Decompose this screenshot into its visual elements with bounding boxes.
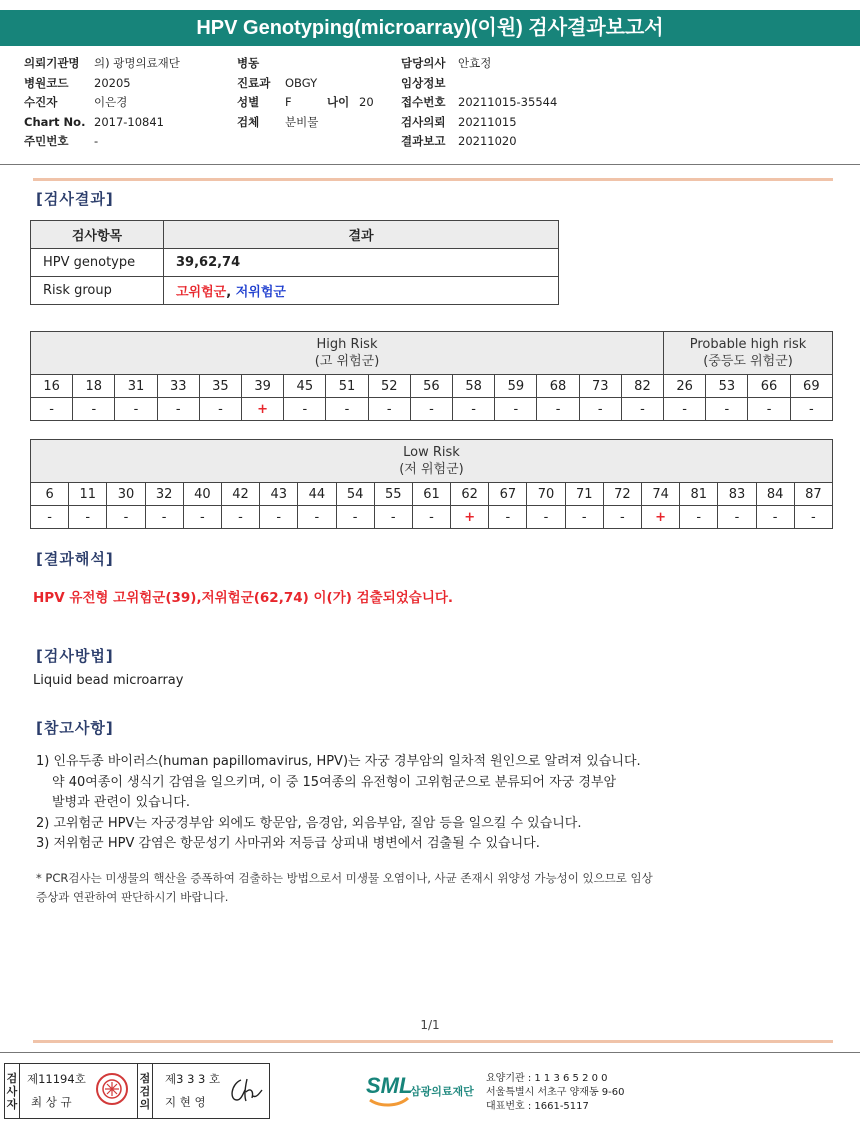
genotype-cell: 82: [621, 375, 663, 398]
info-value: 20205: [94, 75, 131, 90]
info-label: 진료과: [237, 75, 271, 90]
genotype-cell: 6: [31, 483, 69, 506]
genotype-result-cell: -: [31, 506, 69, 529]
genotype-cell: 67: [489, 483, 527, 506]
genotype-result-cell: -: [527, 506, 565, 529]
examiner-license: 제11194호: [27, 1072, 86, 1086]
genotype-cell: 87: [794, 483, 832, 506]
high-risk-title: High Risk: [316, 337, 378, 352]
patient-info-mid: [237, 54, 374, 132]
genotype-result-cell: -: [412, 506, 450, 529]
genotype-cell: 31: [115, 375, 157, 398]
genotype-cell: 68: [537, 375, 579, 398]
genotype-cell: 71: [565, 483, 603, 506]
footnote: [36, 869, 653, 907]
info-label: 성별: [237, 95, 260, 109]
genotype-result-cell: -: [221, 506, 259, 529]
genotype-result-cell: -: [680, 506, 718, 529]
low-risk-subtitle: (저 위험군): [399, 462, 464, 477]
genotype-cell: 32: [145, 483, 183, 506]
section-title-method: [검사방법]: [36, 647, 114, 665]
genotype-cell: 61: [412, 483, 450, 506]
info-value: 20211020: [458, 134, 517, 148]
genotype-cell: 11: [69, 483, 107, 506]
genotype-result-cell: -: [756, 506, 794, 529]
high-risk-group-header: [31, 332, 664, 375]
info-label: 나이: [327, 95, 350, 109]
risk-low: 저위험군: [235, 285, 286, 300]
info-value: 20211015: [458, 114, 517, 129]
genotype-result-cell: -: [718, 506, 756, 529]
high-risk-grid: [30, 331, 833, 421]
page-number: 1/1: [420, 1018, 440, 1032]
genotype-cell: 81: [680, 483, 718, 506]
examiner-name: 최 상 규: [31, 1095, 72, 1109]
genotype-result-cell: -: [495, 398, 537, 421]
info-value: 2017-10841: [94, 114, 164, 129]
info-value: 이은경: [94, 95, 128, 109]
lab-address: 서울특별시 서초구 양재동 9-60: [486, 1087, 625, 1098]
examiner-label: [5, 1064, 20, 1118]
genotype-cell: 16: [31, 375, 73, 398]
seal-stamp-icon: [95, 1072, 129, 1106]
genotype-cell: 26: [664, 375, 706, 398]
info-label: 병원코드: [24, 75, 69, 90]
footer-divider: [0, 1052, 860, 1053]
genotype-result-cell: -: [107, 506, 145, 529]
genotype-result-cell: -: [621, 398, 663, 421]
genotype-cell: 62: [451, 483, 489, 506]
genotype-result-cell: -: [579, 398, 621, 421]
genotype-result-cell: -: [537, 398, 579, 421]
genotype-result-cell: -: [489, 506, 527, 529]
genotype-cell: 51: [326, 375, 368, 398]
info-value: F: [285, 95, 292, 109]
checker-name: 지 현 영: [165, 1095, 206, 1109]
genotype-result-cell: -: [748, 398, 790, 421]
lab-phone: 대표번호 : 1661-5117: [486, 1101, 589, 1112]
genotype-cell: 44: [298, 483, 336, 506]
info-label: 주민번호: [24, 134, 69, 148]
genotype-result-cell: -: [260, 506, 298, 529]
info-label: 임상정보: [401, 75, 446, 90]
genotype-result-cell: -: [336, 506, 374, 529]
genotype-result-cell: -: [199, 398, 241, 421]
reference-list: [36, 752, 641, 855]
genotype-cell: 39: [242, 375, 284, 398]
genotype-result-cell: -: [374, 506, 412, 529]
header-divider: [0, 164, 860, 165]
genotype-label: HPV genotype: [31, 249, 164, 277]
genotype-result-cell: -: [410, 398, 452, 421]
sml-logo-text: SML: [366, 1073, 413, 1098]
genotype-cell: 84: [756, 483, 794, 506]
genotype-result-cell: -: [115, 398, 157, 421]
genotype-result-cell: -: [145, 506, 183, 529]
genotype-result-cell: -: [31, 398, 73, 421]
accent-divider: [33, 178, 833, 181]
genotype-cell: 73: [579, 375, 621, 398]
genotype-cell: 55: [374, 483, 412, 506]
footnote-line: 증상과 연관하여 판단하시기 바랍니다.: [36, 890, 229, 904]
probable-risk-title: Probable high risk: [689, 337, 807, 352]
genotype-result-cell: -: [368, 398, 410, 421]
genotype-result-cell: -: [183, 506, 221, 529]
section-title-reference: [참고사항]: [36, 719, 114, 737]
genotype-cell: 43: [260, 483, 298, 506]
genotype-cell: 72: [603, 483, 641, 506]
info-value: 20: [359, 95, 374, 109]
footer-accent-divider: [33, 1040, 833, 1043]
info-label: Chart No.: [24, 114, 86, 129]
genotype-result-cell: -: [565, 506, 603, 529]
reference-item: 약 40여종이 생식기 감염을 일으키며, 이 중 15여종의 유전형이 고위험군으로 분류되어 자궁 경부암: [52, 774, 617, 790]
genotype-cell: 35: [199, 375, 241, 398]
reference-item: 발병과 관련이 있습니다.: [52, 795, 190, 810]
reference-item: 1) 인유두종 바이러스(human papillomavirus, HPV)는 자궁 경부암의 일차적 원인으로 알려져 있습니다.: [36, 754, 641, 769]
genotype-result-cell: -: [284, 398, 326, 421]
info-value: 분비물: [285, 114, 319, 129]
risk-high: 고위험군: [176, 285, 227, 300]
footnote-line: * PCR검사는 미생물의 핵산을 증폭하여 검출하는 방법으로서 미생물 오염이나, 사균 존재시 위양성 가능성이 있으므로 임상: [36, 871, 653, 885]
genotype-cell: 30: [107, 483, 145, 506]
patient-info-left: [24, 54, 180, 152]
risk-separator: ,: [226, 285, 236, 300]
genotype-cell: 56: [410, 375, 452, 398]
examiner-label-text: 검 사 자: [6, 1071, 18, 1111]
genotype-cell: 45: [284, 375, 326, 398]
info-value: -: [94, 134, 99, 148]
genotype-result-cell: -: [298, 506, 336, 529]
genotype-cell: 74: [642, 483, 680, 506]
genotype-cell: 69: [790, 375, 832, 398]
info-label: 검사의뢰: [401, 114, 446, 129]
method-text: Liquid bead microarray: [33, 673, 184, 688]
result-table: [30, 220, 559, 305]
header-item: 검사항목: [31, 221, 164, 249]
info-value: 의) 광명의료재단: [94, 56, 180, 70]
genotype-result-cell: -: [706, 398, 748, 421]
genotype-cell: 40: [183, 483, 221, 506]
low-risk-grid: [30, 439, 833, 529]
risk-group-value: [164, 277, 559, 305]
genotype-cell: 53: [706, 375, 748, 398]
genotype-cell: 59: [495, 375, 537, 398]
genotype-result-cell: -: [326, 398, 368, 421]
section-title-result: [검사결과]: [36, 190, 114, 208]
genotype-result-cell: -: [73, 398, 115, 421]
reference-item: 3) 저위험군 HPV 감염은 항문성기 사마귀와 저등급 상피내 병변에서 검출될 수 있습니다.: [36, 836, 540, 851]
report-title: HPV Genotyping(microarray)(이원) 검사결과보고서: [0, 10, 860, 46]
info-label: 의뢰기관명: [24, 56, 80, 70]
genotype-result-cell: -: [790, 398, 832, 421]
high-risk-subtitle: (고 위험군): [314, 354, 380, 369]
signature-scribble-icon: [227, 1076, 265, 1106]
genotype-result-cell: +: [642, 506, 680, 529]
info-value: 안효정: [458, 56, 492, 70]
info-label: 수진자: [24, 95, 58, 109]
genotype-cell: 42: [221, 483, 259, 506]
genotype-result-cell: -: [603, 506, 641, 529]
info-label: 담당의사: [401, 56, 446, 70]
info-value: OBGY: [285, 75, 318, 90]
probable-risk-group-header: [664, 332, 833, 375]
checker-license: 제3 3 3 호: [165, 1072, 221, 1086]
low-risk-title: Low Risk: [403, 445, 460, 460]
section-title-interpretation: [결과해석]: [36, 550, 114, 568]
risk-group-label: Risk group: [31, 277, 164, 305]
patient-info-right: [401, 54, 557, 152]
genotype-cell: 66: [748, 375, 790, 398]
genotype-result-cell: -: [453, 398, 495, 421]
genotype-result-cell: -: [157, 398, 199, 421]
info-label: 검체: [237, 114, 260, 129]
genotype-result-cell: -: [794, 506, 832, 529]
genotype-value: 39,62,74: [164, 249, 559, 277]
info-value: 20211015-35544: [458, 95, 558, 109]
lab-info: [486, 1072, 625, 1114]
genotype-cell: 83: [718, 483, 756, 506]
info-label: 결과보고: [401, 134, 446, 148]
genotype-cell: 18: [73, 375, 115, 398]
genotype-result-cell: -: [69, 506, 107, 529]
signature-box: [4, 1063, 270, 1119]
reference-item: 2) 고위험군 HPV는 자궁경부암 외에도 항문암, 음경암, 외음부암, 질암 등을 일으킬 수 있습니다.: [36, 815, 582, 831]
genotype-cell: 58: [453, 375, 495, 398]
info-label: 접수번호: [401, 95, 446, 109]
genotype-result-cell: -: [664, 398, 706, 421]
genotype-cell: 54: [336, 483, 374, 506]
low-risk-group-header: [31, 440, 833, 483]
info-label: 병동: [237, 56, 260, 70]
header-result: 결과: [164, 221, 559, 249]
genotype-result-cell: +: [242, 398, 284, 421]
genotype-cell: 33: [157, 375, 199, 398]
lab-code: 요양기관 : 1 1 3 6 5 2 0 0: [486, 1073, 608, 1084]
interpretation-text: HPV 유전형 고위험군(39),저위험군(62,74) 이(가) 검출되었습니다.: [33, 590, 454, 606]
checker-label: [137, 1064, 153, 1118]
checker-label-text: 점 검 의: [139, 1071, 151, 1111]
genotype-cell: 70: [527, 483, 565, 506]
lab-name: 삼광의료재단: [410, 1085, 474, 1098]
probable-risk-subtitle: (중등도 위험군): [703, 354, 793, 369]
genotype-result-cell: +: [451, 506, 489, 529]
genotype-cell: 52: [368, 375, 410, 398]
